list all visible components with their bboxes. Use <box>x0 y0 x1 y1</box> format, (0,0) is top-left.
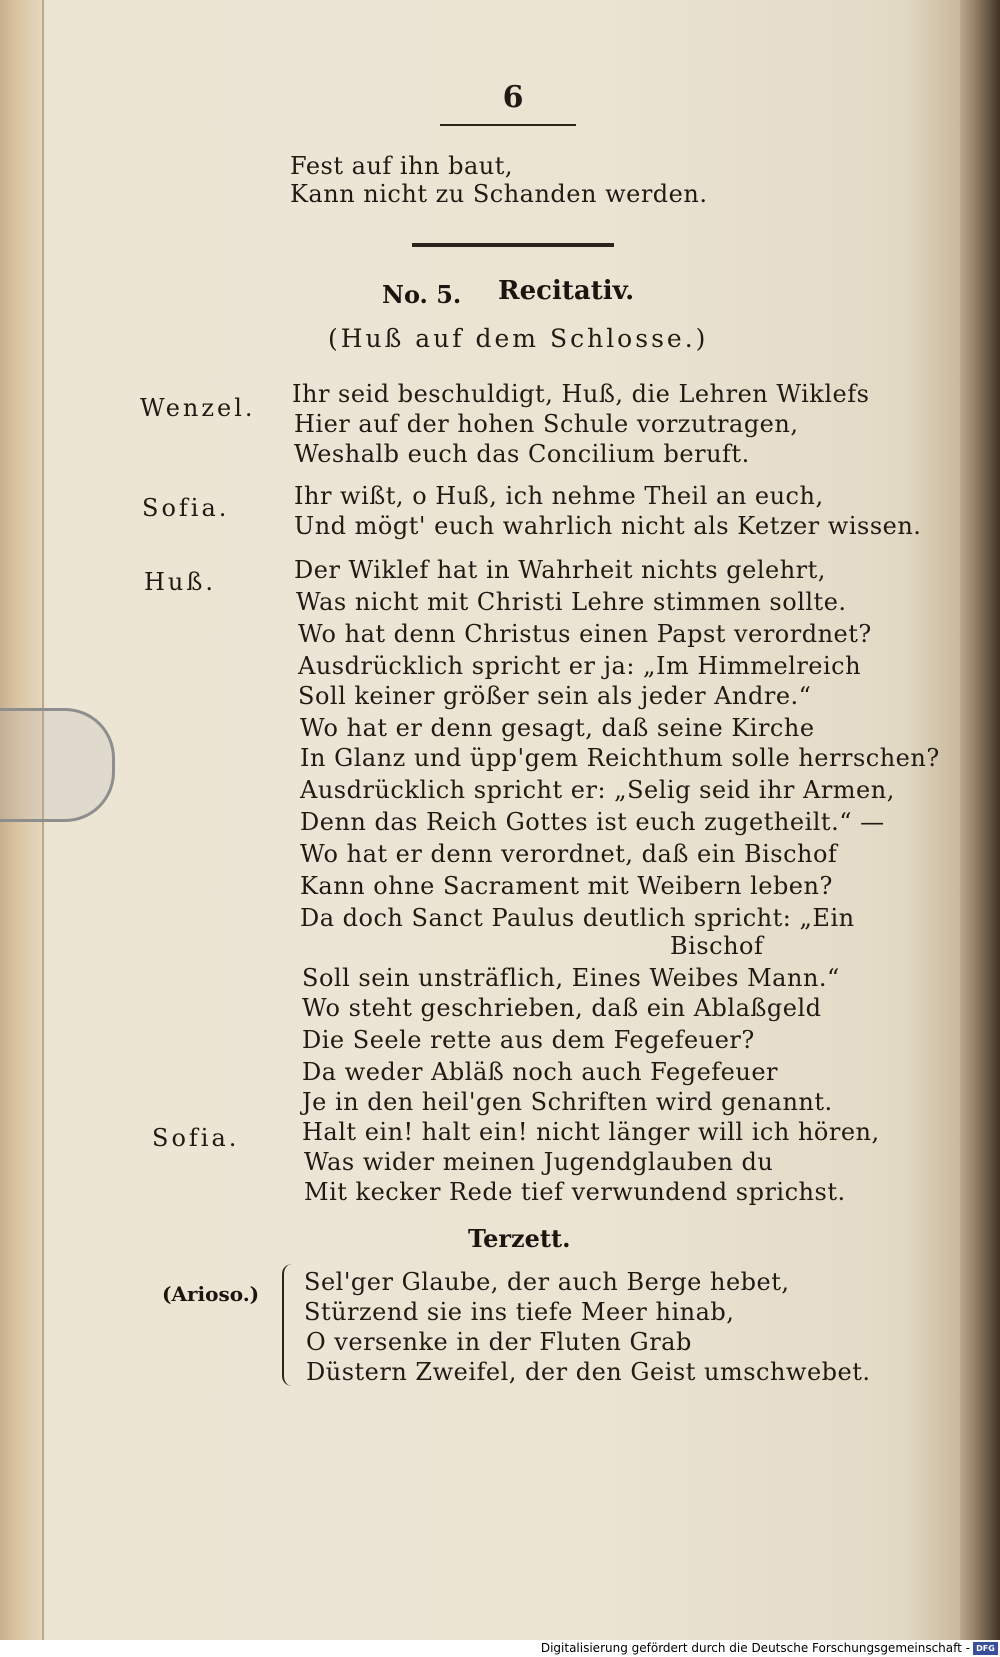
section-subtitle: (Huß auf dem Schlosse.) <box>328 324 709 353</box>
terzett-line: O versenke in der Fluten Grab <box>306 1328 692 1356</box>
verse-line: Wo hat denn Christus einen Papst verordnet? <box>298 620 872 648</box>
book-spine <box>960 0 1000 1640</box>
verse-line: Hier auf der hohen Schule vorzutragen, <box>294 410 799 438</box>
verse-line: Da doch Sanct Paulus deutlich spricht: „Ein <box>300 904 855 932</box>
verse-line: In Glanz und üpp'gem Reichthum solle herrschen? <box>300 744 940 772</box>
verse-line: Kann ohne Sacrament mit Weibern leben? <box>300 872 833 900</box>
footer-bar <box>0 1640 1000 1657</box>
verse-line: Und mögt' euch wahrlich nicht als Ketzer wissen. <box>294 512 922 540</box>
verse-line: Ihr wißt, o Huß, ich nehme Theil an euch, <box>294 482 824 510</box>
verse-line: Ausdrücklich spricht er: „Selig seid ihr Armen, <box>300 776 895 804</box>
dfg-logo-icon: DFG <box>973 1642 998 1655</box>
section-title: Recitativ. <box>498 276 635 306</box>
verse-line: Je in den heil'gen Schriften wird genannt. <box>302 1088 833 1116</box>
verse-line: Bischof <box>670 932 764 960</box>
verse-line: Ausdrücklich spricht er ja: „Im Himmelreich <box>298 652 862 680</box>
intro-line: Kann nicht zu Schanden werden. <box>290 180 708 208</box>
verse-line: Mit kecker Rede tief verwundend sprichst. <box>304 1178 846 1206</box>
terzett-line: Stürzend sie ins tiefe Meer hinab, <box>304 1298 735 1326</box>
bracket-icon <box>282 1264 298 1386</box>
speaker-wenzel: Wenzel. <box>140 394 256 422</box>
terzett-line: Düstern Zweifel, der den Geist umschwebet. <box>306 1358 871 1386</box>
verse-line: Soll keiner größer sein als jeder Andre.“ <box>298 682 812 710</box>
verse-line: Was nicht mit Christi Lehre stimmen sollte. <box>296 588 847 616</box>
verse-line: Wo hat er denn gesagt, daß seine Kirche <box>300 714 815 742</box>
page-number: 6 <box>502 80 524 115</box>
page-number-rule <box>440 124 576 126</box>
funding-notice: Digitalisierung gefördert durch die Deutsche Forschungsgemeinschaft - <box>540 1641 970 1655</box>
verse-line: Da weder Abläß noch auch Fegefeuer <box>302 1058 778 1086</box>
paper-clip <box>0 708 115 822</box>
speaker-huss: Huß. <box>144 568 217 596</box>
verse-line: Weshalb euch das Concilium beruft. <box>294 440 750 468</box>
terzett-title: Terzett. <box>468 1224 571 1253</box>
intro-line: Fest auf ihn baut, <box>290 152 514 180</box>
verse-line: Denn das Reich Gottes ist euch zugetheilt.“ — <box>300 808 885 836</box>
section-divider <box>412 243 614 247</box>
verse-line: Die Seele rette aus dem Fegefeuer? <box>302 1026 755 1054</box>
speaker-sofia: Sofia. <box>142 494 230 522</box>
verse-line: Soll sein unsträflich, Eines Weibes Mann.“ <box>302 964 840 992</box>
terzett-line: Sel'ger Glaube, der auch Berge hebet, <box>304 1268 790 1296</box>
verse-line: Was wider meinen Jugendglauben du <box>304 1148 774 1176</box>
verse-line: Der Wiklef hat in Wahrheit nichts gelehrt, <box>294 556 826 584</box>
section-number: No. 5. <box>382 280 462 309</box>
arioso-label: (Arioso.) <box>162 1282 260 1306</box>
verse-line: Halt ein! halt ein! nicht länger will ich hören, <box>302 1118 880 1146</box>
verse-line: Wo hat er denn verordnet, daß ein Bischof <box>300 840 838 868</box>
speaker-sofia: Sofia. <box>152 1124 240 1152</box>
verse-line: Wo steht geschrieben, daß ein Ablaßgeld <box>302 994 822 1022</box>
verse-line: Ihr seid beschuldigt, Huß, die Lehren Wiklefs <box>292 380 870 408</box>
